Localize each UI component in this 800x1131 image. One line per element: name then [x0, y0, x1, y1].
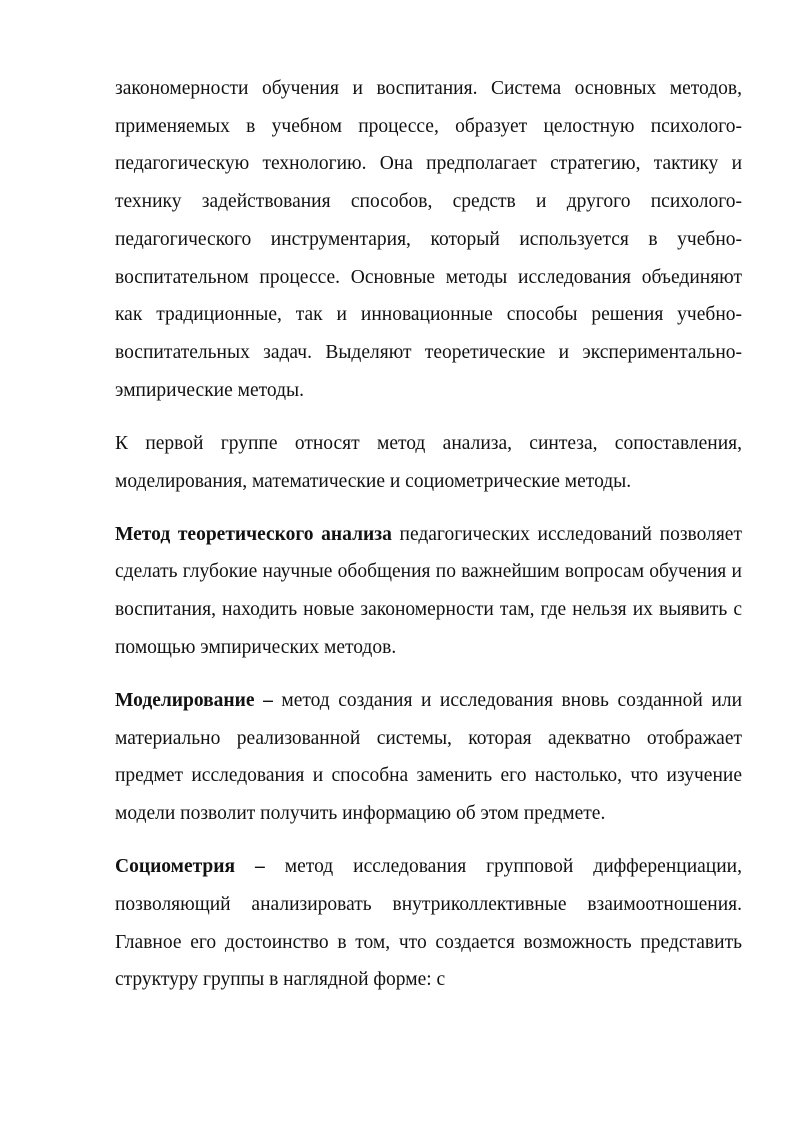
- paragraph-sociometry-text: метод исследования групповой дифференциации, позволяющий анализировать внутриколлективные взаимоотношения. Главное его достоинство в том, что создается возможность представить структуру группы в наглядной форме: с: [115, 856, 742, 991]
- paragraph-first-group: [115, 425, 742, 500]
- paragraph-intro-text: закономерности обучения и воспитания. Система основных методов, применяемых в учебном процессе, образует целостную психолого-педагогическую технологию. Она предполагает стратегию, тактику и технику задействования способов, средств и другого психолого-педагогического инструментария, который используется в учебно-воспитательном процессе. Основные методы исследования объединяют как традиционные, так и инновационные способы решения учебно-воспитательных задач. Выделяют теоретические и экспериментально-эмпирические методы.: [115, 78, 742, 401]
- paragraph-modeling: [115, 682, 742, 833]
- paragraph-sociometry: [115, 848, 742, 999]
- paragraph-intro: [115, 70, 742, 409]
- paragraph-modeling-text: метод создания и исследования вновь созданной или материально реализованной системы, которая адекватно отображает предмет исследования и способна заменить его настолько, что изучение модели позволит получить информацию об этом предмете.: [115, 690, 742, 825]
- document-page: [115, 70, 742, 1015]
- paragraph-theoretical-analysis: [115, 516, 742, 667]
- term-modeling: Моделирование –: [115, 690, 273, 712]
- paragraph-theoretical-analysis-text: педагогических исследований позволяет сделать глубокие научные обобщения по важнейшим вопросам обучения и воспитания, находить новые закономерности там, где нельзя их выявить с помощью эмпирических методов.: [115, 523, 742, 658]
- term-sociometry: Социометрия –: [115, 856, 265, 878]
- paragraph-first-group-text: К первой группе относят метод анализа, синтеза, сопоставления, моделирования, математические и социометрические методы.: [115, 432, 742, 492]
- term-theoretical-analysis: Метод теоретического анализа: [115, 523, 392, 545]
